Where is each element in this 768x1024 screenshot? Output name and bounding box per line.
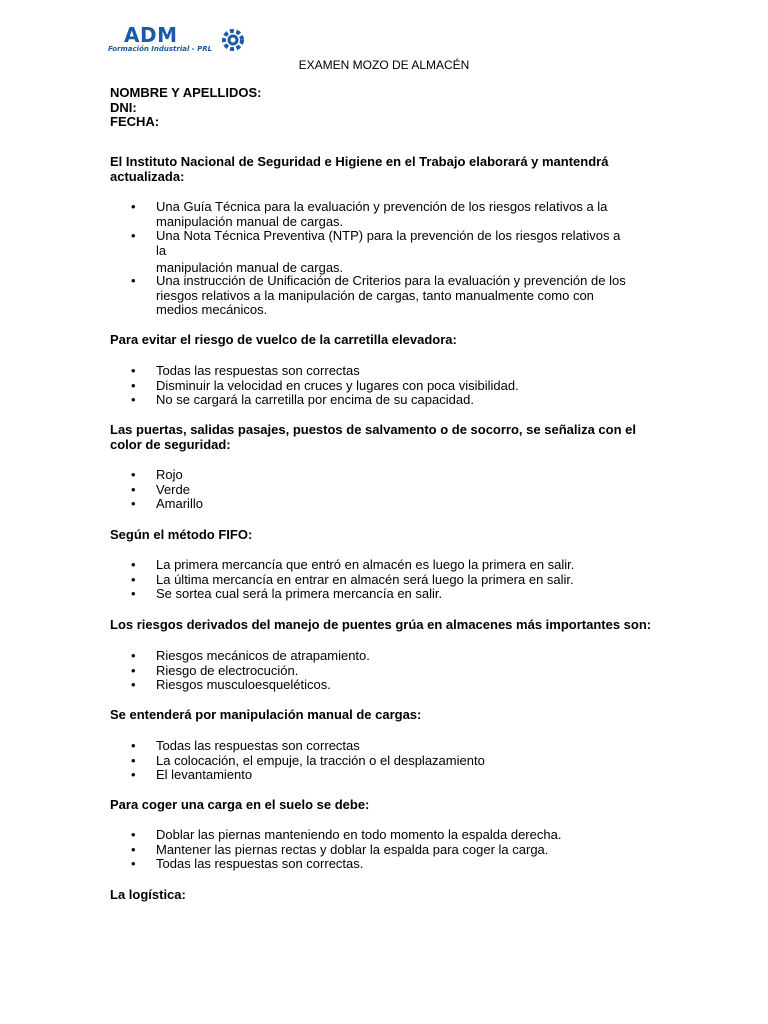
- question-5-options: [110, 649, 630, 693]
- company-logo: [108, 25, 253, 55]
- question-1-option-2-continuation: manipulación manual de cargas.: [156, 260, 344, 275]
- question-2-option-3: • No se cargará la carretilla por encima de su capacidad.: [110, 393, 630, 408]
- question-3-option-1: • Rojo: [110, 468, 630, 483]
- question-2: Para evitar el riesgo de vuelco de la carretilla elevadora:: [110, 332, 457, 347]
- question-3-options: [110, 468, 630, 512]
- question-1-option-1: • Una Guía Técnica para la evaluación y prevención de los riesgos relativos a la manipulación manual de cargas.: [110, 200, 630, 229]
- logo-text: ADM: [124, 23, 178, 47]
- question-2-options: [110, 364, 630, 408]
- question-2-option-2: • Disminuir la velocidad en cruces y lugares con poca visibilidad.: [110, 379, 630, 394]
- question-4-option-1: • La primera mercancía que entró en almacén es luego la primera en salir.: [110, 558, 630, 573]
- name-field-label: NOMBRE Y APELLIDOS:: [110, 85, 262, 100]
- exam-title: EXAMEN MOZO DE ALMACÉN: [298, 58, 470, 72]
- question-4: Según el método FIFO:: [110, 527, 253, 542]
- question-7-options: [110, 828, 630, 872]
- question-3: Las puertas, salidas pasajes, puestos de salvamento o de socorro, se señaliza con el color de seguridad:: [110, 422, 636, 452]
- question-5-option-1: • Riesgos mecánicos de atrapamiento.: [110, 649, 630, 664]
- question-8: La logística:: [110, 887, 186, 902]
- dni-field-label: DNI:: [110, 99, 137, 115]
- question-6: Se entenderá por manipulación manual de cargas:: [110, 707, 422, 722]
- question-2-option-1: • Todas las respuestas son correctas: [110, 364, 630, 379]
- question-6-option-1: • Todas las respuestas son correctas: [110, 739, 630, 754]
- question-1-option-3: • Una instrucción de Unificación de Criterios para la evaluación y prevención de los riesgos relativos a la manipulación de cargas, tanto manualmente como con medios mecánicos.: [110, 274, 630, 318]
- question-4-option-3: • Se sortea cual será la primera mercancía en salir.: [110, 587, 630, 602]
- question-5-option-3: • Riesgos musculoesqueléticos.: [110, 678, 630, 693]
- question-5-option-2: • Riesgo de electrocución.: [110, 664, 630, 679]
- question-5: Los riesgos derivados del manejo de puentes grúa en almacenes más importantes son:: [110, 617, 652, 632]
- question-4-option-2: • La última mercancía en entrar en almacén será luego la primera en salir.: [110, 573, 630, 588]
- date-field-label: FECHA:: [110, 114, 160, 129]
- question-7: Para coger una carga en el suelo se debe:: [110, 797, 370, 812]
- question-1: El Instituto Nacional de Seguridad e Higiene en el Trabajo elaborará y mantendrá actualizada:: [110, 154, 609, 184]
- question-1-options: [110, 200, 630, 258]
- gear-icon: [218, 26, 248, 54]
- question-7-option-2: • Mantener las piernas rectas y doblar la espalda para coger la carga.: [110, 843, 630, 858]
- question-3-option-3: • Amarillo: [110, 497, 630, 512]
- question-4-options: [110, 558, 630, 602]
- question-7-option-3: • Todas las respuestas son correctas.: [110, 857, 630, 872]
- question-7-option-1: • Doblar las piernas manteniendo en todo momento la espalda derecha.: [110, 828, 630, 843]
- question-1-option-2: • Una Nota Técnica Preventiva (NTP) para la prevención de los riesgos relativos a la: [110, 229, 630, 258]
- question-6-options: [110, 739, 630, 783]
- question-6-option-2: • La colocación, el empuje, la tracción o el desplazamiento: [110, 754, 630, 769]
- question-6-option-3: • El levantamiento: [110, 768, 630, 783]
- logo-subtext: Formación Industrial - PRL: [108, 45, 213, 53]
- question-1-options-cont: [110, 274, 630, 318]
- student-fields: [110, 86, 261, 130]
- question-3-option-2: • Verde: [110, 483, 630, 498]
